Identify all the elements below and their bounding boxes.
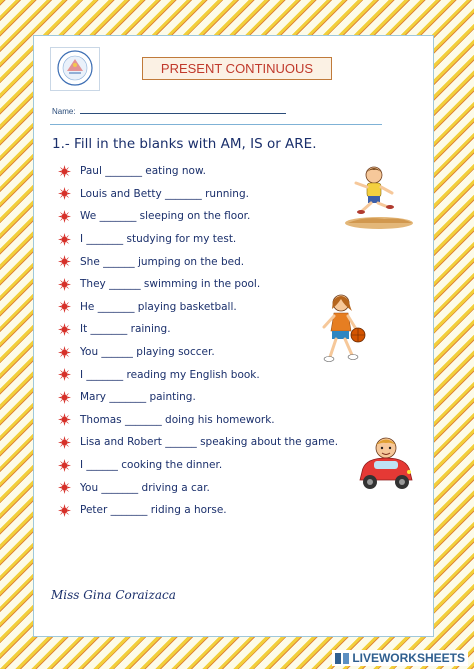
exercise-item-text: Mary _______ painting. bbox=[80, 391, 196, 404]
exercise-item-text: It _______ raining. bbox=[80, 323, 171, 336]
bullet-star-icon bbox=[58, 481, 71, 494]
exercise-item-text: Peter _______ riding a horse. bbox=[80, 504, 227, 517]
exercise-item bbox=[58, 341, 338, 364]
exercise-item-text: She ______ jumping on the bed. bbox=[80, 255, 245, 268]
exercise-item bbox=[58, 273, 338, 296]
exercise-item bbox=[58, 250, 338, 273]
bullet-star-icon bbox=[58, 346, 71, 359]
liveworksheets-badge[interactable] bbox=[332, 650, 468, 666]
exercise-item-text: Paul _______ eating now. bbox=[80, 165, 206, 178]
exercise-item-text: They ______ swimming in the pool. bbox=[80, 278, 261, 291]
divider bbox=[50, 124, 382, 125]
bullet-star-icon bbox=[58, 300, 71, 313]
exercise-item-text: Thomas _______ doing his homework. bbox=[80, 413, 275, 426]
name-blank-line[interactable] bbox=[80, 113, 286, 114]
exercise-item-text: I _______ reading my English book. bbox=[80, 368, 260, 381]
bullet-star-icon bbox=[58, 504, 71, 517]
exercise-item-text: Lisa and Robert ______ speaking about the game. bbox=[80, 436, 339, 449]
exercise-item bbox=[58, 363, 338, 386]
exercise-item bbox=[58, 228, 338, 251]
liveworksheets-logo-icon bbox=[335, 652, 350, 665]
car-boy-clipart bbox=[356, 436, 416, 496]
bullet-star-icon bbox=[58, 278, 71, 291]
exercise-item bbox=[58, 409, 338, 432]
exercise-item-text: We _______ sleeping on the floor. bbox=[80, 210, 251, 223]
exercise-item-text: You _______ driving a car. bbox=[80, 481, 210, 494]
exercise-item-text: You ______ playing soccer. bbox=[80, 346, 215, 359]
exercise-item-text: I _______ studying for my test. bbox=[80, 233, 237, 246]
exercise-item bbox=[58, 431, 338, 454]
page-title: PRESENT CONTINUOUS bbox=[142, 57, 332, 80]
basketball-girl-clipart bbox=[314, 291, 374, 373]
name-label: Name: bbox=[52, 107, 76, 116]
bullet-star-icon bbox=[58, 187, 71, 200]
bullet-star-icon bbox=[58, 165, 71, 178]
exercise-item bbox=[58, 183, 338, 206]
author-signature: Miss Gina Coraizaca bbox=[51, 588, 176, 602]
exercise-instruction: 1.- Fill in the blanks with AM, IS or ARE. bbox=[52, 136, 317, 152]
bullet-star-icon bbox=[58, 436, 71, 449]
exercise-list bbox=[58, 160, 338, 522]
exercise-item-text: Louis and Betty _______ running. bbox=[80, 187, 249, 200]
school-logo bbox=[50, 47, 100, 91]
exercise-item bbox=[58, 318, 338, 341]
exercise-item bbox=[58, 205, 338, 228]
bullet-star-icon bbox=[58, 210, 71, 223]
bullet-star-icon bbox=[58, 323, 71, 336]
name-field-row bbox=[52, 107, 286, 116]
bullet-star-icon bbox=[58, 255, 71, 268]
bullet-star-icon bbox=[58, 459, 71, 472]
exercise-item bbox=[58, 454, 338, 477]
exercise-item bbox=[58, 160, 338, 183]
exercise-item bbox=[58, 296, 338, 319]
exercise-item-text: I ______ cooking the dinner. bbox=[80, 459, 223, 472]
bullet-star-icon bbox=[58, 413, 71, 426]
liveworksheets-brand: LIVEWORKSHEETS bbox=[352, 651, 465, 665]
worksheet-page bbox=[33, 35, 434, 637]
bullet-star-icon bbox=[58, 233, 71, 246]
running-boy-clipart bbox=[334, 161, 414, 231]
exercise-item-text: He _______ playing basketball. bbox=[80, 300, 237, 313]
exercise-item bbox=[58, 476, 338, 499]
bullet-star-icon bbox=[58, 391, 71, 404]
exercise-item bbox=[58, 499, 338, 522]
exercise-item bbox=[58, 386, 338, 409]
bullet-star-icon bbox=[58, 368, 71, 381]
